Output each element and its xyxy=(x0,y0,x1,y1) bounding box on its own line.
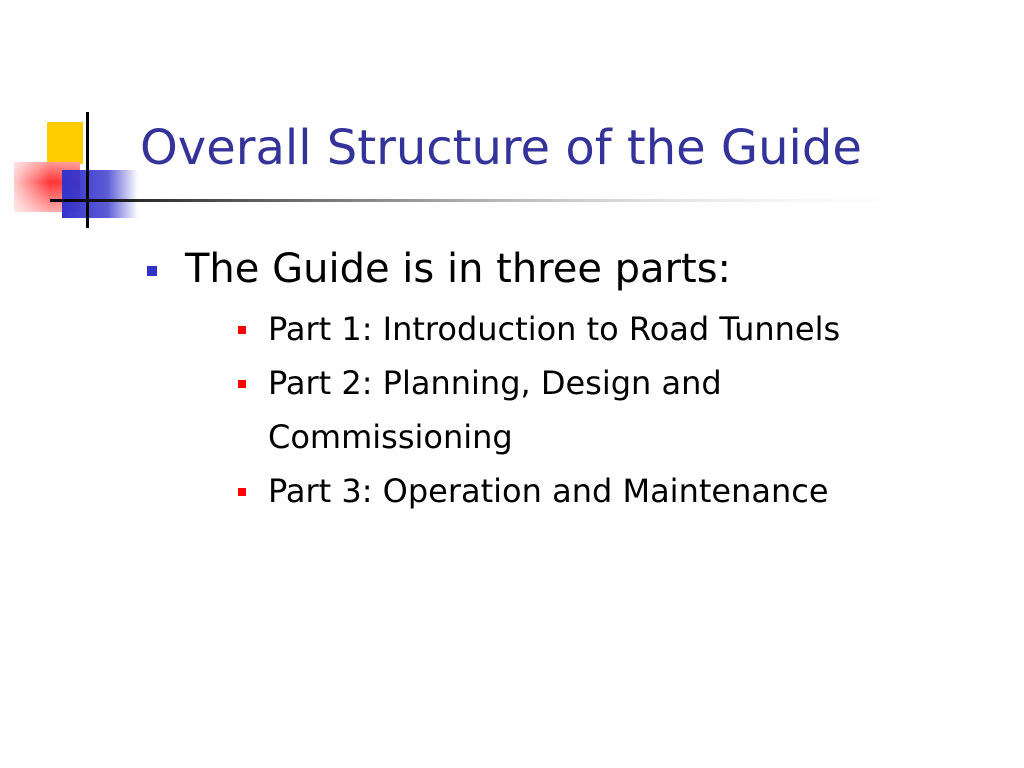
slide-title: Overall Structure of the Guide xyxy=(140,120,862,176)
sub-bullet-item xyxy=(185,464,948,518)
bullet-item xyxy=(145,236,985,518)
square-bullet-icon xyxy=(147,266,157,276)
blue-block-shape xyxy=(62,170,138,218)
sub-bullet-list xyxy=(185,302,985,518)
bullet-text: The Guide is in three parts: xyxy=(185,246,732,292)
title-underline-rule xyxy=(50,199,960,202)
vertical-rule xyxy=(86,112,89,228)
sub-bullet-item xyxy=(185,356,948,464)
square-bullet-icon xyxy=(238,380,246,388)
sub-bullet-item xyxy=(185,302,948,356)
square-bullet-icon xyxy=(238,488,246,496)
sub-bullet-text: Part 2: Planning, Design and Commissioning xyxy=(268,364,722,456)
bullet-list xyxy=(145,236,985,518)
yellow-square-shape xyxy=(47,122,83,164)
sub-bullet-text: Part 3: Operation and Maintenance xyxy=(268,472,829,510)
square-bullet-icon xyxy=(238,326,246,334)
sub-bullet-text: Part 1: Introduction to Road Tunnels xyxy=(268,310,841,348)
